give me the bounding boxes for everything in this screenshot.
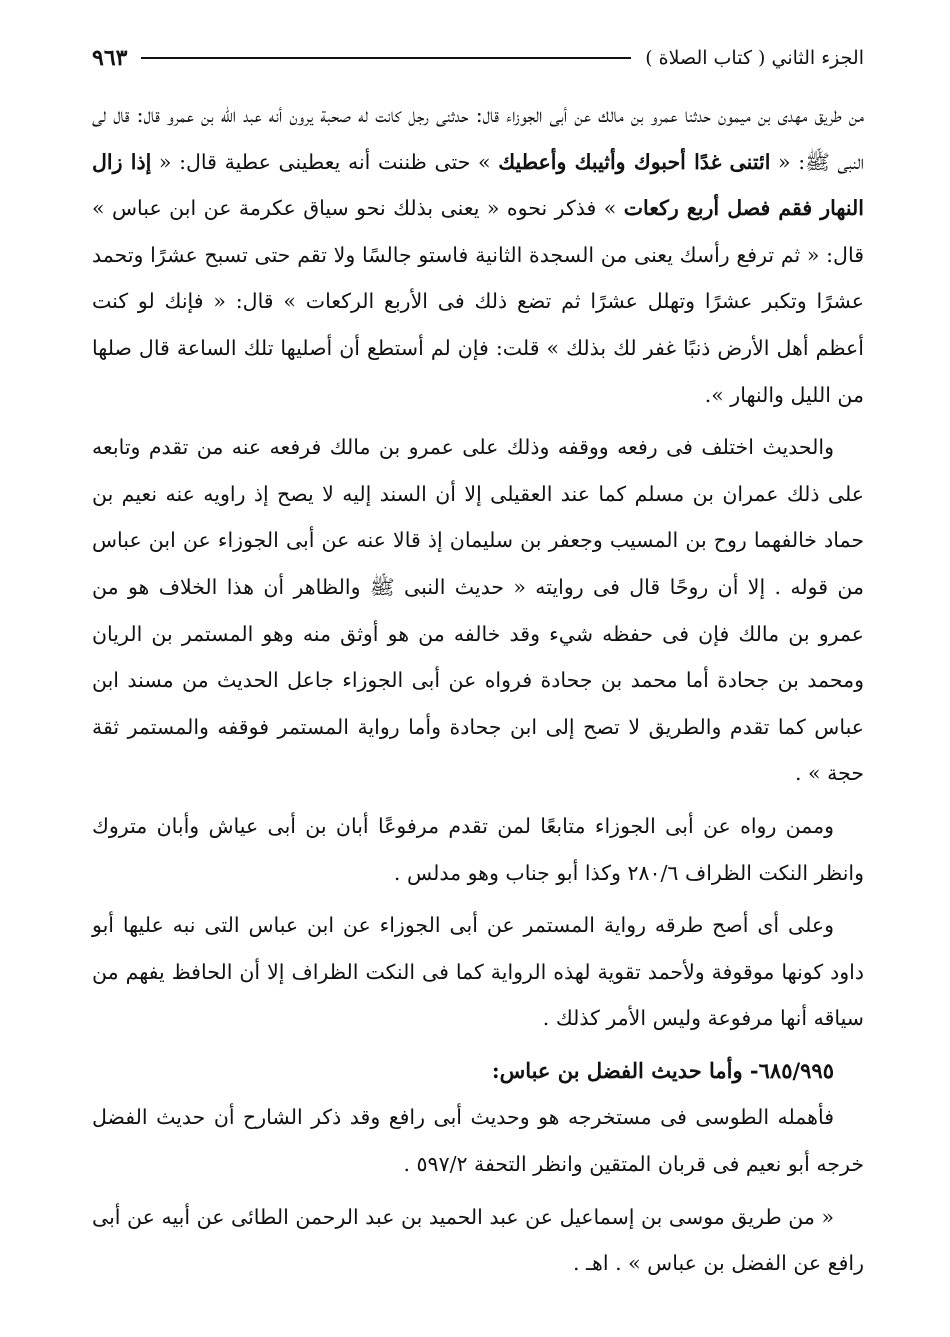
paragraph-conclusion [92,902,864,1042]
text-segment: وعلى أى أصح طرقه رواية المستمر عن أبى الجوزاء عن ابن عباس التى نبه عليها أبو داود كونها موقوفة ولأحمد تقوية لهذه الرواية كما فى النكت الظراف إلا أن الحافظ يفهم من سياقه أنها مرفوعة وليس الأمر كذلك . [92,913,864,1031]
section-paragraph: فأهمله الطوسى فى مستخرجه هو وحديث أبى رافع وقد ذكر الشارح أن حديث الفضل خرجه أبو نعيم فى قربان المتقين وانظر التحفة ٥٩٧/٢ . [92,1105,864,1177]
page-body [92,92,864,1293]
text-segment: من طريق مهدى بن ميمون حدثنا عمرو بن مالك عن أبى الجوزاء قال: حدثنى رجل كانت له صحبة يرون أنه عبد الله بن عمرو قال: قال لى النبى ﷺ: « [92,103,864,174]
text-segment: » حتى ظننت أنه يعطينى عطية قال: « [151,149,499,174]
paragraph-follow-up [92,803,864,896]
text-segment: وممن رواه عن أبى الجوزاء متابعًا لمن تقدم مرفوعًا أبان بن أبى عياش وأبان متروك وانظر النكت الظراف ٢٨٠/٦ وكذا أبو جناب وهو مدلس . [92,813,864,885]
section-paragraph-quote: « من طريق موسى بن إسماعيل عن عبد الحميد بن عبد الرحمن الطائى عن أبيه عن أبى رافع عن الفضل بن عباس » . اهـ . [92,1204,864,1276]
text-segment: » فذكر نحوه « يعنى بذلك نحو سياق عكرمة عن ابن عباس » قال: « ثم ترفع رأسك يعنى من السجدة الثانية فاستو جالسًا ولا تقم حتى تسبح عشرًا وتحمد عشرًا وتكبر عشرًا وتهلل عشرًا ثم تضع ذلك فى الأربع الركعات » قال: « فإنك لو كنت أعظم أهل الأرض ذنبًا غفر لك بذلك » قلت: فإن لم أستطع أن أصليها تلك الساعة قال صلها من الليل والنهار ». [92,196,864,407]
running-title: الجزء الثاني ( كتاب الصلاة ) [645,47,864,69]
paragraph-hadith-text [92,92,864,418]
page-header [92,38,864,78]
bold-prophetic-text: ائتنى غدًا أحبوك وأثيبك وأعطيك [498,149,771,174]
header-rule [141,57,631,59]
section-heading: ٦٨٥/٩٩٥- وأما حديث الفضل بن عباس: [491,1057,834,1083]
paragraph-discussion [92,424,864,797]
page-number: ٩٦٣ [92,45,128,71]
bold-prophetic-text: إذا زال النهار فقم فصل أربع ركعات [92,149,864,221]
text-segment: والحديث اختلف فى رفعه ووقفه وذلك على عمرو بن مالك فرفعه عنه من تقدم وتابعه على ذلك عمران بن مسلم كما عند العقيلى إلا أن السند إليه لا يصح إذ راويه عنه نعيم بن حماد خالفهما روح بن المسيب وجعفر بن سليمان إذ قالا عنه عن أبى الجوزاء عن ابن عباس من قوله . إلا أن روحًا قال فى روايته « حديث النبى ﷺ والظاهر أن هذا الخلاف هو من عمرو بن مالك فإن فى حفظه شيء وقد خالفه من هو أوثق منه وهو المستمر بن الريان ومحمد بن جحادة أما محمد بن جحادة فرواه عن أبى الجوزاء جاعل الحديث من مسند ابن عباس كما تقدم والطريق لا تصح إلى ابن جحادة وأما رواية المستمر فوقفه والمستمر ثقة حجة » . [92,435,864,786]
